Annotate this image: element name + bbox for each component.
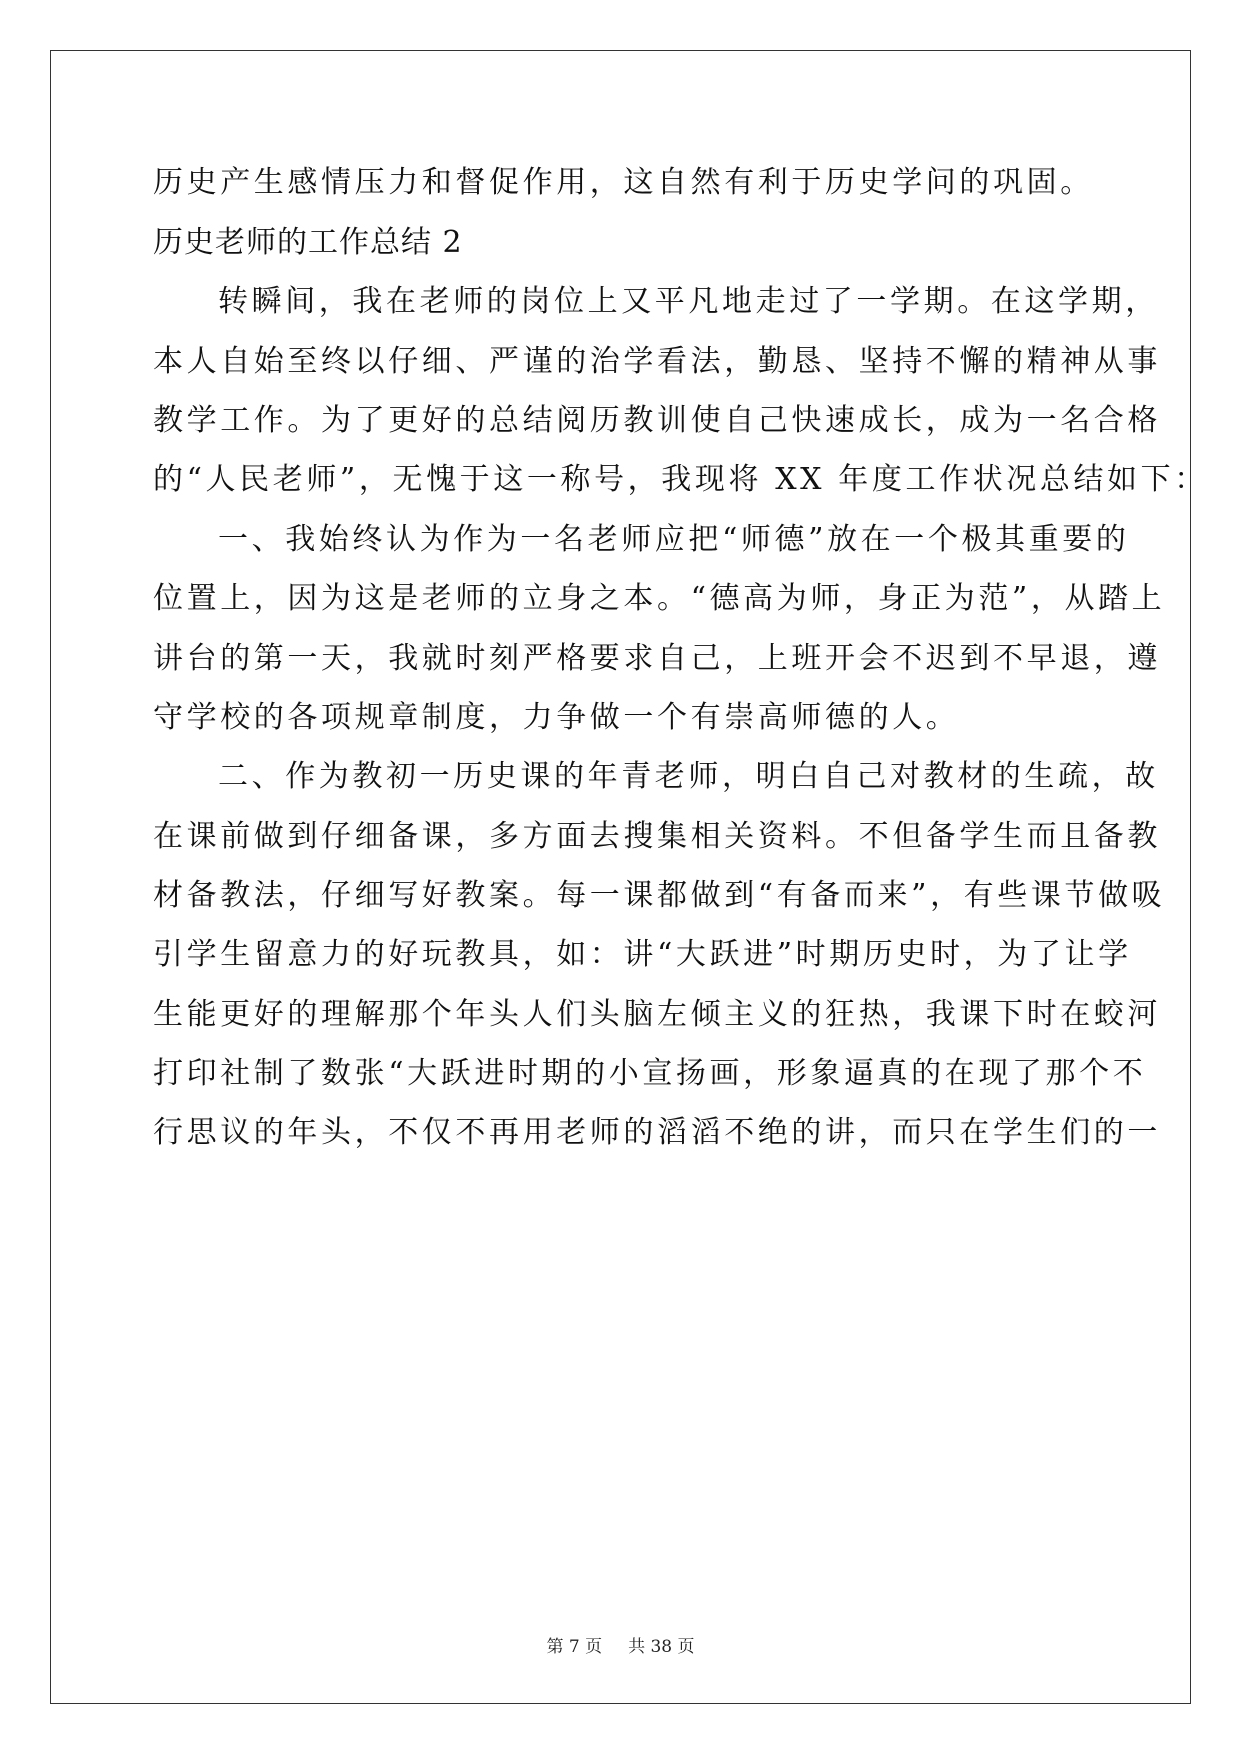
body-line: 守学校的各项规章制度，力争做一个有崇高师德的人。 [153,700,960,735]
body-line: 材备教法，仔细写好教案。每一课都做到“有备而来”，有些课节做吸 [153,878,1166,913]
total-pages: 共 38 页 [628,1637,695,1657]
page-number: 第 7 页 [546,1637,603,1657]
body-line: 教学工作。为了更好的总结阅历教训使自己快速成长，成为一名合格 [153,403,1161,438]
body-line: 的“人民老师”，无愧于这一称号，我现将 XX 年度工作状况总结如下： [153,462,1208,497]
body-line: 本人自始至终以仔细、严谨的治学看法，勤恳、坚持不懈的精神从事 [153,344,1161,379]
body-line: 在课前做到仔细备课，多方面去搜集相关资料。不但备学生而且备教 [153,819,1161,854]
section-heading: 历史老师的工作总结 2 [153,225,463,260]
paragraph-3-line-1: 二、作为教初一历史课的年青老师，明白自己对教材的生疏，故 [218,759,1159,794]
body-line: 讲台的第一天，我就时刻严格要求自己，上班开会不迟到不早退，遵 [153,641,1161,676]
body-line: 打印社制了数张“大跃进时期的小宣扬画，形象逼真的在现了那个不 [153,1056,1147,1091]
body-line: 历史产生感情压力和督促作用，这自然有利于历史学问的巩固。 [153,165,1094,200]
paragraph-1-line-1: 转瞬间，我在老师的岗位上又平凡地走过了一学期。在这学期， [218,284,1159,319]
body-line: 行思议的年头，不仅不再用老师的滔滔不绝的讲，而只在学生们的一 [153,1115,1161,1150]
body-line: 生能更好的理解那个年头人们头脑左倾主义的狂热，我课下时在蛟河 [153,997,1161,1032]
paragraph-2-line-1: 一、我始终认为作为一名老师应把“师德”放在一个极其重要的 [218,522,1130,557]
page-footer [0,1632,1241,1657]
body-line: 引学生留意力的好玩教具，如：讲“大跃进”时期历史时，为了让学 [153,937,1132,972]
body-line: 位置上，因为这是老师的立身之本。“德高为师，身正为范”，从踏上 [153,581,1166,616]
